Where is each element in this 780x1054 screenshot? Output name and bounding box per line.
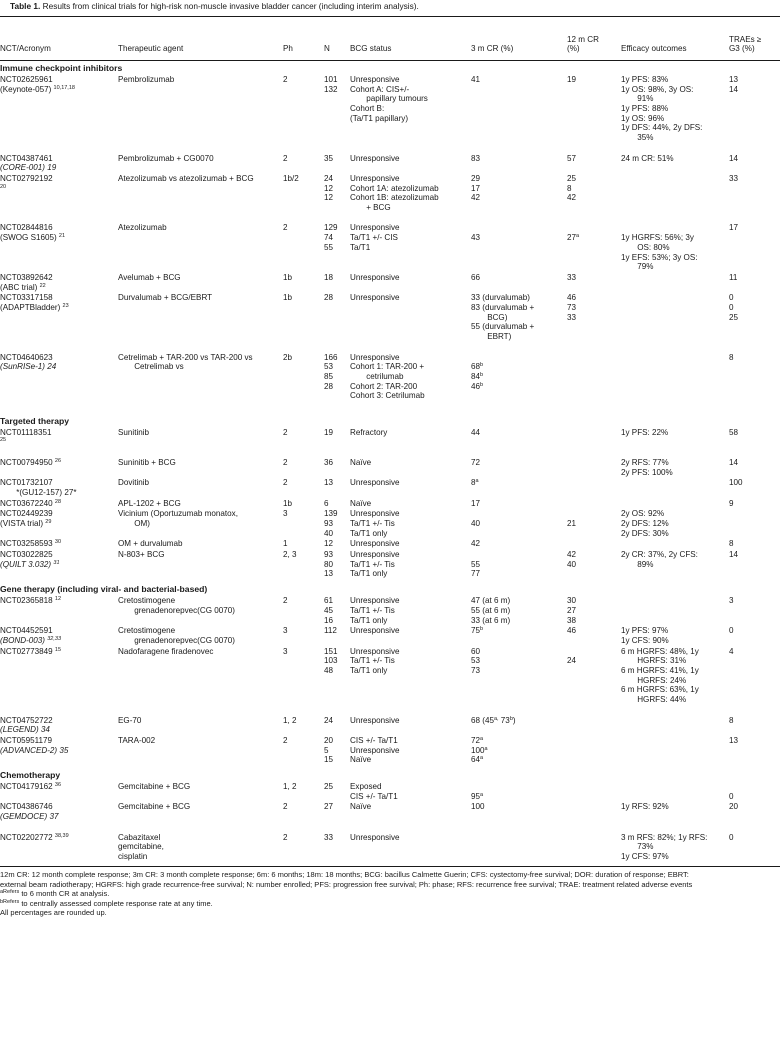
cell-therapeutic-agent: Gemcitabine + BCG xyxy=(118,782,191,792)
section-title: Chemotherapy xyxy=(0,770,61,781)
cell-therapeutic-agent: EG-70 xyxy=(118,715,142,725)
cell-bcg-status: Naïve xyxy=(350,498,372,508)
cell-nct-acronym: NCT02625961 (Keynote-057) $^{10,17,18}$ xyxy=(0,75,75,94)
table-row xyxy=(0,716,780,736)
cell-therapeutic-agent: Cetrelimab + TAR-200 vs TAR-200 vs Cetrelimab vs xyxy=(118,352,253,372)
cell-phase: 1, 2 xyxy=(283,782,297,792)
cell-n-enrolled: 25 xyxy=(324,782,334,792)
cell-cr-12m: 46 73 33 xyxy=(567,293,577,322)
table-row xyxy=(0,499,780,510)
cell-traes-g3: 8 xyxy=(729,352,734,362)
table-caption-label: Table 1. xyxy=(10,1,41,11)
cell-bcg-status: Unresponsive Ta/T1 +/- Tis Ta/T1 only xyxy=(350,596,400,625)
cell-traes-g3: 0 xyxy=(729,791,734,801)
cell-cr-3m: 42 xyxy=(471,539,481,549)
cell-nct-acronym: NCT02449239 (VISTA trial) $^{29}$ xyxy=(0,509,53,528)
cell-traes-g3: 0 0 25 xyxy=(729,293,739,322)
cell-therapeutic-agent: Sunitinib xyxy=(118,427,150,437)
cell-n-enrolled: 12 xyxy=(324,539,334,549)
cell-traes-g3: 8 xyxy=(729,539,734,549)
cell-phase: 2 xyxy=(283,427,288,437)
cell-nct-acronym: NCT02365818 $^{12}$ xyxy=(0,596,62,606)
cell-nct-acronym: NCT03258593 $^{30}$ xyxy=(0,539,62,549)
cell-bcg-status: Naïve xyxy=(350,802,372,812)
cell-therapeutic-agent: APL-1202 + BCG xyxy=(118,498,181,508)
cell-therapeutic-agent: Cretostimogene grenadenorepvec(CG 0070) xyxy=(118,596,235,615)
cell-efficacy-outcomes: 1y RFS: 92% xyxy=(621,802,669,812)
table-row xyxy=(0,458,780,478)
cell-cr-3m: 72 xyxy=(471,457,481,467)
cell-traes-g3: 14 xyxy=(729,153,739,163)
table-header xyxy=(0,18,780,58)
header-efficacy-outcomes: Efficacy outcomes xyxy=(621,44,687,54)
cell-cr-3m: 17 xyxy=(471,498,481,508)
cell-nct-acronym: NCT01118351 $^{25}$ xyxy=(0,427,52,444)
cell-therapeutic-agent: Dovitinib xyxy=(118,478,150,488)
cell-bcg-status: Refractory xyxy=(350,427,388,437)
cell-cr-3m: 41 xyxy=(471,75,481,84)
section-title: Immune checkpoint inhibitors xyxy=(0,63,123,73)
cell-bcg-status: Unresponsive xyxy=(350,832,400,842)
cell-phase: 2, 3 xyxy=(283,550,297,560)
cell-cr-12m: 25 8 42 xyxy=(567,173,577,203)
cell-nct-acronym: NCT03317158 (ADAPTBladder) $^{23}$ xyxy=(0,293,69,313)
table-row xyxy=(0,293,780,352)
cell-efficacy-outcomes: 2y RFS: 77% 2y PFS: 100% xyxy=(621,457,673,477)
footnotes xyxy=(0,870,780,918)
cell-bcg-status: Unresponsive xyxy=(350,293,400,303)
cell-cr-3m: 95$^a$ xyxy=(471,791,484,801)
section-title: Gene therapy (including viral- and bacterial-based) xyxy=(0,584,208,595)
cell-therapeutic-agent: N-803+ BCG xyxy=(118,550,165,560)
cell-cr-3m: 72$^a$ 100$^a$ 64$^a$ xyxy=(471,735,488,765)
table-row xyxy=(0,647,780,716)
cell-nct-acronym: NCT01732107 *(GU12-157) 27* xyxy=(0,478,77,497)
cell-therapeutic-agent: Pembrolizumab + CG0070 xyxy=(118,153,214,163)
cell-therapeutic-agent: Atezolizumab vs atezolizumab + BCG xyxy=(118,173,254,183)
cell-nct-acronym: NCT04387461 (CORE-001) 19 xyxy=(0,153,57,173)
cell-cr-3m: 29 17 42 xyxy=(471,173,481,203)
cell-bcg-status: Unresponsive Cohort 1: TAR-200 + cetrilumab Cohort 2: TAR-200 Cohort 3: Cetrilumab xyxy=(350,352,425,401)
footnote: $^{bRefers}$ to centrally assessed complete response rate at any time. xyxy=(0,898,213,908)
cell-therapeutic-agent: TARA-002 xyxy=(118,735,156,745)
footnote: $^{aRefers}$ to 6 month CR at analysis. xyxy=(0,889,110,898)
cell-efficacy-outcomes: 1y HGRFS: 56%; 3y OS: 80% 1y EFS: 53%; 3y OS: 79% xyxy=(621,233,698,272)
cell-traes-g3: 13 14 xyxy=(729,75,739,94)
table-row xyxy=(0,736,780,766)
cell-phase: 1b xyxy=(283,498,293,508)
top-rule xyxy=(0,16,780,17)
cell-nct-acronym: NCT02773849 $^{15}$ xyxy=(0,646,62,656)
cell-nct-acronym: NCT04179162 $^{36}$ xyxy=(0,782,62,792)
cell-traes-g3: 58 xyxy=(729,427,739,437)
cell-phase: 3 xyxy=(283,646,288,656)
cell-n-enrolled: 35 xyxy=(324,153,334,163)
footnote: 12m CR: 12 month complete response; 3m CR: 3 month complete response; 6m: 6 months; 18m: 18 months; BCG: bacillus Calmette Guerin; CFS: cystectomy-free survival; DOR: duration of response; EBRT: xyxy=(0,870,689,879)
cell-cr-12m: 42 40 xyxy=(567,550,577,569)
cell-nct-acronym: NCT02202772 $^{38,39}$ xyxy=(0,832,69,842)
cell-therapeutic-agent: Atezolizumab xyxy=(118,223,167,233)
cell-cr-3m: 55 77 xyxy=(471,559,481,579)
cell-bcg-status: Unresponsive Cohort 1A: atezolizumab Cohort 1B: atezolizumab + BCG xyxy=(350,173,439,213)
cell-cr-12m: 46 xyxy=(567,626,577,636)
cell-cr-12m: 33 xyxy=(567,272,577,282)
cell-traes-g3: 0 xyxy=(729,626,734,636)
cell-phase: 2 xyxy=(283,735,288,745)
cell-cr-12m: 30 27 38 xyxy=(567,596,577,625)
cell-nct-acronym: NCT04452591 (BOND-003) $^{32,33}$ xyxy=(0,626,61,645)
table-row xyxy=(0,478,780,498)
cell-cr-3m: 8$^a$ xyxy=(471,478,479,488)
bottom-rule xyxy=(0,866,780,867)
cell-bcg-status: Unresponsive xyxy=(350,539,400,549)
cell-phase: 1, 2 xyxy=(283,715,297,725)
cell-phase: 2 xyxy=(283,75,288,84)
table-row xyxy=(0,174,780,224)
header-rule xyxy=(0,60,780,61)
cell-cr-12m: 24 xyxy=(567,656,577,666)
cell-traes-g3: 100 xyxy=(729,478,743,488)
cell-cr-12m: 21 xyxy=(567,519,577,528)
cell-traes-g3: 17 xyxy=(729,223,739,233)
table-row xyxy=(0,550,780,580)
cell-cr-3m: 66 xyxy=(471,272,481,282)
cell-n-enrolled: 166 53 85 28 xyxy=(324,352,338,391)
cell-phase: 1b xyxy=(283,272,293,282)
table-caption xyxy=(10,2,419,12)
cell-phase: 2 xyxy=(283,153,288,163)
header-traes-g3: TRAEs ≥ G3 (%) xyxy=(729,34,762,54)
cell-n-enrolled: 101 132 xyxy=(324,75,338,94)
cell-n-enrolled: 19 xyxy=(324,427,334,437)
cell-n-enrolled: 151 103 48 xyxy=(324,646,338,676)
cell-n-enrolled: 33 xyxy=(324,832,334,842)
cell-bcg-status: Naïve xyxy=(350,457,372,467)
cell-phase: 2 xyxy=(283,832,288,842)
cell-therapeutic-agent: Pembrolizumab xyxy=(118,75,175,84)
cell-phase: 2 xyxy=(283,596,288,606)
cell-n-enrolled: 112 xyxy=(324,626,337,636)
cell-nct-acronym: NCT04752722 (LEGEND) 34 xyxy=(0,715,53,735)
cell-n-enrolled: 6 xyxy=(324,498,329,508)
cell-phase: 2 xyxy=(283,457,288,467)
cell-nct-acronym: NCT05951179 (ADVANCED-2) 35 xyxy=(0,735,69,755)
cell-efficacy-outcomes: 1y PFS: 83% 1y OS: 98%, 3y OS: 91% 1y PFS: 88% 1y OS: 96% 1y DFS: 44%, 2y DFS: 35% xyxy=(621,75,703,143)
cell-nct-acronym: NCT04386746 (GEMDOCE) 37 xyxy=(0,802,59,822)
cell-n-enrolled: 139 93 40 xyxy=(324,509,338,538)
cell-nct-acronym: NCT03892642 (ABC trial) $^{22}$ xyxy=(0,272,53,292)
cell-phase: 1b xyxy=(283,293,293,303)
cell-n-enrolled: 13 xyxy=(324,478,334,488)
cell-nct-acronym: NCT03022825 (QUILT 3.032) $^{31}$ xyxy=(0,550,60,569)
header-n-enrolled: N xyxy=(324,44,330,54)
cell-traes-g3: 4 xyxy=(729,646,734,656)
cell-cr-3m: 68 ($45^{a,}$ 73$^b$) xyxy=(471,715,516,725)
cell-efficacy-outcomes: 2y CR: 37%, 2y CFS: 89% xyxy=(621,550,698,569)
cell-traes-g3: 9 xyxy=(729,498,734,508)
cell-cr-12m: 57 xyxy=(567,153,577,163)
cell-therapeutic-agent: Gemcitabine + BCG xyxy=(118,802,191,812)
cell-cr-3m: 43 xyxy=(471,233,481,243)
table-row xyxy=(0,353,780,412)
cell-n-enrolled: 28 xyxy=(324,293,334,303)
cell-n-enrolled: 27 xyxy=(324,802,334,812)
cell-n-enrolled: 36 xyxy=(324,457,334,467)
section-title: Targeted therapy xyxy=(0,415,70,426)
cell-traes-g3: 11 xyxy=(729,272,738,282)
header-phase: Ph xyxy=(283,44,293,54)
cell-traes-g3: 33 xyxy=(729,173,739,183)
cell-phase: 2 xyxy=(283,478,288,488)
cell-traes-g3: 14 xyxy=(729,457,739,467)
cell-efficacy-outcomes: 2y OS: 92% 2y DFS: 12% 2y DFS: 30% xyxy=(621,509,669,538)
table-row xyxy=(0,273,780,293)
cell-therapeutic-agent: Durvalumab + BCG/EBRT xyxy=(118,293,213,303)
table-caption-text: Results from clinical trials for high-risk non-muscle invasive bladder cancer (including interim analysis). xyxy=(42,1,419,11)
cell-phase: 2 xyxy=(283,223,288,233)
cell-efficacy-outcomes: 6 m HGRFS: 48%, 1y HGRFS: 31% 6 m HGRFS: 41%, 1y HGRFS: 24% 6 m HGRFS: 63%, 1y HGRFS: 44% xyxy=(621,646,699,705)
cell-therapeutic-agent: Suninitib + BCG xyxy=(118,457,176,467)
cell-therapeutic-agent: OM + durvalumab xyxy=(118,539,183,549)
table-row xyxy=(0,782,780,802)
cell-traes-g3: 0 xyxy=(729,832,734,842)
cell-bcg-status: Unresponsive Cohort A: CIS+/- papillary tumours Cohort B: (Ta/T1 papillary) xyxy=(350,75,428,123)
cell-bcg-status: Unresponsive Ta/T1 +/- Tis Ta/T1 only xyxy=(350,509,400,538)
table-row xyxy=(0,509,780,539)
table-row xyxy=(0,626,780,646)
cell-traes-g3: 13 xyxy=(729,735,739,745)
cell-bcg-status: CIS +/- Ta/T1 Unresponsive Naïve xyxy=(350,735,400,765)
header-therapeutic-agent: Therapeutic agent xyxy=(118,44,184,54)
cell-n-enrolled: 61 45 16 xyxy=(324,596,334,625)
cell-phase: 3 xyxy=(283,626,288,636)
cell-cr-3m: 40 xyxy=(471,519,481,528)
cell-efficacy-outcomes: 1y PFS: 22% xyxy=(621,427,669,437)
cell-nct-acronym: NCT02792192 $^{20}$ xyxy=(0,173,53,190)
cell-nct-acronym: NCT02844816 (SWOG S1605) $^{21}$ xyxy=(0,223,66,243)
header-bcg-status: BCG status xyxy=(350,44,392,54)
cell-cr-3m: 33 (durvalumab) 83 (durvalumab + BCG) 55 (durvalumab + EBRT) xyxy=(471,293,535,342)
table-row xyxy=(0,539,780,550)
cell-n-enrolled: 18 xyxy=(324,272,334,282)
cell-cr-3m: 83 xyxy=(471,153,481,163)
footnote: All percentages are rounded up. xyxy=(0,908,107,917)
cell-phase: 1 xyxy=(283,539,288,549)
table-row xyxy=(0,75,780,154)
cell-phase: 2 xyxy=(283,802,288,812)
cell-bcg-status: Unresponsive xyxy=(350,153,400,163)
footnote: external beam radiotherapy; HGRFS: high grade recurrence-free survival; N: number enrolled; PFS: progression free survival; Ph: phase; RFS: recurrence free survival; TRAE: treatment related adverse events xyxy=(0,879,693,889)
cell-n-enrolled: 20 5 15 xyxy=(324,735,334,765)
table-row xyxy=(0,833,780,863)
cell-bcg-status: Unresponsive Ta/T1 +/- Tis Ta/T1 only xyxy=(350,550,400,579)
cell-cr-3m: 100 xyxy=(471,802,485,812)
table-row xyxy=(0,223,780,273)
cell-n-enrolled: 93 80 13 xyxy=(324,550,334,579)
cell-bcg-status: Unresponsive Ta/T1 +/- CIS Ta/T1 xyxy=(350,223,400,252)
table-row xyxy=(0,154,780,174)
cell-traes-g3: 14 xyxy=(729,550,739,560)
cell-traes-g3: 3 xyxy=(729,596,734,606)
cell-phase: 3 xyxy=(283,509,288,519)
cell-n-enrolled: 24 12 12 xyxy=(324,173,334,203)
table-row xyxy=(0,596,780,626)
header-nct-acronym: NCT/Acronym xyxy=(0,44,51,54)
cell-phase: 2b xyxy=(283,352,293,362)
cell-cr-12m: 27$^a$ xyxy=(567,233,580,243)
cell-cr-3m: 68$^b$ 84$^b$ 46$^b$ xyxy=(471,362,484,391)
cell-nct-acronym: NCT00794950 $^{26}$ xyxy=(0,457,62,467)
cell-therapeutic-agent: Nadofaragene firadenovec xyxy=(118,646,214,656)
cell-efficacy-outcomes: 1y PFS: 97% 1y CFS: 90% xyxy=(621,626,669,645)
cell-therapeutic-agent: Avelumab + BCG xyxy=(118,272,181,282)
cell-therapeutic-agent: Vicinium (Oportuzumab monatox, OM) xyxy=(118,509,238,528)
cell-traes-g3: 20 xyxy=(729,802,739,812)
table-row xyxy=(0,428,780,458)
table-row xyxy=(0,802,780,832)
cell-nct-acronym: NCT04640623 (SunRISe-1) 24 xyxy=(0,352,57,372)
cell-efficacy-outcomes: 3 m RFS: 82%; 1y RFS: 73% 1y CFS: 97% xyxy=(621,832,708,861)
cell-bcg-status: Unresponsive xyxy=(350,626,400,636)
cell-cr-3m: 47 (at 6 m) 55 (at 6 m) 33 (at 6 m) xyxy=(471,596,511,625)
cell-bcg-status: Unresponsive xyxy=(350,478,400,488)
cell-phase: 1b/2 xyxy=(283,173,299,183)
header-cr-12m: 12 m CR (%) xyxy=(567,34,599,54)
header-cr-3m: 3 m CR (%) xyxy=(471,44,514,54)
cell-cr-12m: 19 xyxy=(567,75,577,84)
cell-bcg-status: Unresponsive Ta/T1 +/- Tis Ta/T1 only xyxy=(350,646,400,676)
cell-efficacy-outcomes: 24 m CR: 51% xyxy=(621,153,674,163)
cell-nct-acronym: NCT03672240 $^{28}$ xyxy=(0,498,62,508)
cell-traes-g3: 8 xyxy=(729,715,734,725)
cell-therapeutic-agent: Cretostimogene grenadenorepvec(CG 0070) xyxy=(118,626,235,645)
cell-cr-3m: 44 xyxy=(471,427,481,437)
cell-cr-3m: 75$^b$ xyxy=(471,626,484,636)
cell-n-enrolled: 24 xyxy=(324,715,334,725)
cell-bcg-status: Unresponsive xyxy=(350,715,400,725)
cell-cr-3m: 60 53 73 xyxy=(471,646,481,676)
table-body xyxy=(0,64,780,863)
cell-bcg-status: Unresponsive xyxy=(350,272,400,282)
cell-therapeutic-agent: Cabazitaxel gemcitabine, cisplatin xyxy=(118,832,164,861)
cell-n-enrolled: 129 74 55 xyxy=(324,223,338,252)
cell-bcg-status: Exposed CIS +/- Ta/T1 xyxy=(350,782,398,801)
